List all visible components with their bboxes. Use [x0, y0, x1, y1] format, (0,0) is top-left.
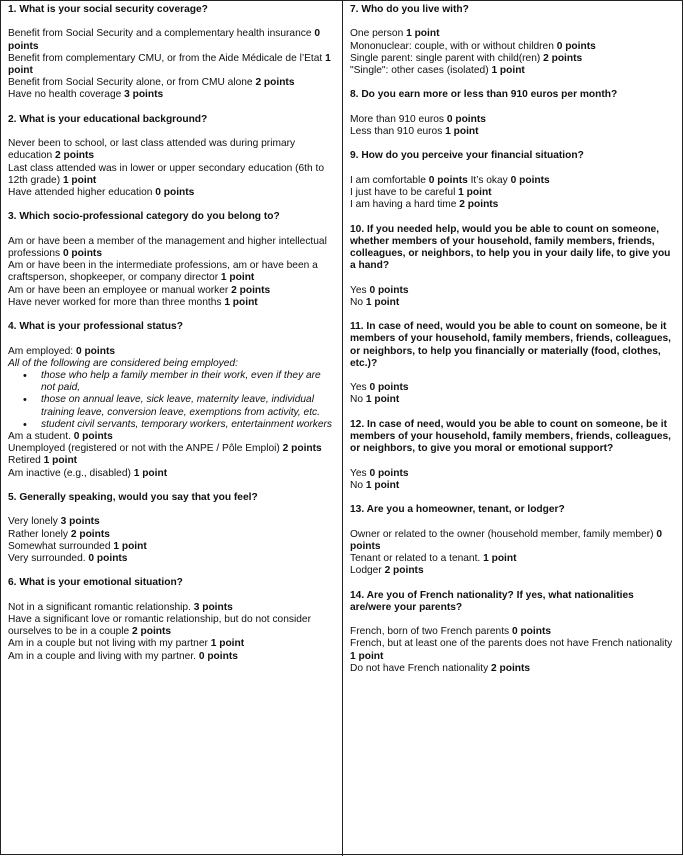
answer-option: No 1 point	[350, 296, 400, 308]
answer-option: Benefit from Social Security and a complementary health insurance 0 points	[8, 28, 321, 52]
points-value: 1 point	[365, 479, 400, 491]
answer-option: One person 1 point	[350, 28, 440, 40]
question-title: 12. In case of need, would you be able to count on someone, be it members of your household, family members, friends, colleagues, or neighbors, to give you moral or emotional support?	[350, 418, 671, 455]
column-divider	[342, 0, 343, 856]
points-value: 2 points	[132, 626, 172, 638]
points-value: 3 points	[60, 516, 100, 528]
question-title: 5. Generally speaking, would you say that you feel?	[8, 492, 258, 503]
answer-option: Very lonely 3 points	[8, 516, 100, 528]
points-value: 1 point	[365, 394, 400, 406]
question-11	[350, 321, 676, 406]
points-value: 0 points	[556, 40, 596, 52]
answer-option: French, born of two French parents 0 points	[350, 626, 552, 638]
points-value: 0 points	[8, 28, 321, 52]
answer-option: "Single": other cases (isolated) 1 point	[350, 65, 525, 76]
points-value: 0 points	[62, 247, 102, 259]
answer-option: I am comfortable 0 points It’s okay 0 points	[350, 174, 550, 186]
question-title: 11. In case of need, would you be able to count on someone, be it members of your household, family members, friends, colleagues, or neighbors, to help you financially or materially (food, clothes, etc.)?	[350, 321, 671, 369]
answer-option: French, but at least one of the parents does not have French nationality 1 point	[350, 638, 673, 662]
answer-option: Am a student. 0 points	[8, 431, 113, 442]
points-value: 0 points	[369, 382, 409, 394]
answer-option: Am in a couple but not living with my partner 1 point	[8, 638, 245, 650]
points-value: 0 points	[446, 113, 486, 125]
points-value: 3 points	[124, 89, 164, 101]
answer-option: Mononuclear: couple, with or without children 0 points	[350, 40, 596, 52]
points-value: 1 point	[491, 65, 525, 76]
answer-option: Am or have been in the intermediate professions, am or have been a craftsperson, shopkeeper, or company director 1 point	[8, 260, 318, 284]
answer-option: Unemployed (registered or not with the ANPE / Pôle Emploi) 2 points	[8, 443, 322, 455]
question-title: 3. Which socio-professional category do you belong to?	[8, 211, 280, 223]
answer-option: Very surrounded. 0 points	[8, 553, 128, 564]
points-value: 0 points	[510, 174, 550, 186]
question-13	[350, 504, 676, 577]
answer-option: Have no health coverage 3 points	[8, 89, 164, 101]
question-title: 6. What is your emotional situation?	[8, 577, 183, 589]
question-title: 14. Are you of French nationality? If yes, what nationalities are/were your parents?	[350, 589, 634, 613]
left-column	[8, 4, 336, 675]
points-value: 3 points	[193, 601, 233, 613]
answer-option: No 1 point	[350, 394, 400, 406]
question-title: 13. Are you a homeowner, tenant, or lodger?	[350, 504, 565, 516]
question-title: 4. What is your professional status?	[8, 321, 183, 333]
answer-option: Retired 1 point	[8, 455, 78, 467]
points-value: 2 points	[491, 662, 531, 674]
points-value: 2 points	[55, 150, 95, 162]
answer-option: Yes 0 points	[350, 467, 409, 479]
points-value: 1 point	[113, 540, 147, 552]
answer-option: I am having a hard time 2 points	[350, 199, 499, 211]
question-10	[350, 224, 676, 309]
answer-option: Yes 0 points	[350, 382, 409, 394]
answer-option: Not in a significant romantic relationship. 3 points	[8, 601, 233, 613]
question-2	[8, 114, 336, 199]
answer-option: Less than 910 euros 1 point	[350, 125, 479, 137]
answer-option: Tenant or related to a tenant. 1 point	[350, 552, 517, 564]
question-4	[8, 321, 336, 480]
question-1	[8, 4, 336, 102]
answer-option: Never been to school, or last class attended was during primary education 2 points	[8, 138, 296, 162]
points-value: 1 point	[365, 296, 400, 308]
points-value: 1 point	[133, 467, 168, 479]
answer-option: Have never worked for more than three months 1 point	[8, 296, 258, 308]
points-value: 2 points	[384, 565, 424, 577]
points-value: 1 point	[220, 272, 255, 284]
answer-option: More than 910 euros 0 points	[350, 113, 486, 125]
answer-option: Owner or related to the owner (household member, family member) 0 points	[350, 528, 662, 552]
answer-option: Have a significant love or romantic relationship, but do not consider ourselves to be in a couple 2 points	[8, 613, 311, 638]
list-item: • student civil servants, temporary workers, entertainment workers	[41, 419, 336, 431]
right-column	[350, 4, 676, 687]
list-item: • those on annual leave, sick leave, maternity leave, individual training leave, conversion leave, exemptions from activity, etc.	[41, 394, 336, 418]
list-item: • those who help a family member in their work, even if they are not paid,	[41, 370, 336, 394]
points-value: 1 point	[224, 296, 258, 308]
points-value: 1 point	[43, 455, 78, 467]
points-value: 1 point	[483, 552, 517, 564]
points-value: 1 point	[8, 52, 331, 76]
answer-option: Have attended higher education 0 points	[8, 187, 195, 198]
answer-option: Last class attended was in lower or upper secondary education (6th to 12th grade) 1 point	[8, 162, 324, 186]
question-7	[350, 4, 676, 77]
question-title: 9. How do you perceive your financial situation?	[350, 150, 584, 162]
answer-option: Am inactive (e.g., disabled) 1 point	[8, 467, 168, 479]
points-value: 2 points	[543, 52, 583, 64]
points-value: 0 points	[428, 174, 468, 186]
points-value: 1 point	[458, 186, 492, 198]
question-8	[350, 89, 676, 138]
answer-option: Do not have French nationality 2 points	[350, 662, 531, 674]
answer-option: Am in a couple and living with my partner. 0 points	[8, 650, 238, 662]
question-title: 2. What is your educational background?	[8, 113, 208, 125]
answer-option: Am or have been an employee or manual worker 2 points	[8, 284, 271, 296]
points-value: 1 point	[62, 174, 97, 186]
points-value: 2 points	[282, 443, 322, 455]
answer-option: Lodger 2 points	[350, 565, 424, 577]
question-6	[8, 577, 336, 662]
question-title: 1. What is your social security coverage?	[8, 4, 208, 15]
points-value: 1 point	[210, 638, 245, 650]
points-value: 0 points	[511, 626, 552, 638]
question-5	[8, 492, 336, 565]
points-value: 0 points	[198, 650, 238, 662]
question-12	[350, 419, 676, 492]
points-value: 0 points	[369, 284, 409, 296]
points-value: 0 points	[369, 467, 409, 479]
answer-option: No 1 point	[350, 479, 400, 491]
points-value: 0 points	[350, 528, 662, 552]
employment-criteria-list	[8, 370, 336, 431]
question-title: 8. Do you earn more or less than 910 euros per month?	[350, 89, 618, 101]
points-value: 0 points	[73, 431, 113, 442]
answer-option: Am or have been a member of the management and higher intellectual professions 0 points	[8, 235, 327, 259]
answer-option: Rather lonely 2 points	[8, 528, 110, 540]
answer-option: I just have to be careful 1 point	[350, 186, 492, 198]
question-9	[350, 150, 676, 211]
points-value: 0 points	[88, 553, 128, 564]
points-value: 2 points	[459, 199, 499, 211]
points-value: 0 points	[75, 345, 116, 357]
answer-option: Benefit from Social Security alone, or from CMU alone 2 points	[8, 77, 295, 89]
answer-option: Single parent: single parent with child(ren) 2 points	[350, 52, 583, 64]
answer-option: Benefit from complementary CMU, or from the Aide Médicale de l’Etat 1 point	[8, 52, 331, 76]
answer-option: Am employed: 0 points	[8, 345, 116, 357]
points-value: 1 point	[445, 125, 479, 137]
points-value: 2 points	[70, 528, 110, 540]
answer-option: Yes 0 points	[350, 284, 409, 296]
question-title: 7. Who do you live with?	[350, 4, 469, 15]
question-title: 10. If you needed help, would you be able to count on someone, whether members of your household, family members, friends, colleagues, or neighbors, to help you in your daily life, to give you a hand?	[350, 223, 671, 272]
answer-option: Somewhat surrounded 1 point	[8, 540, 147, 552]
points-value: 2 points	[255, 77, 295, 89]
points-value: 2 points	[231, 284, 271, 296]
points-value: 1 point	[350, 650, 384, 662]
points-value: 1 point	[406, 28, 440, 40]
points-value: 0 points	[155, 187, 195, 198]
question-14	[350, 590, 676, 675]
employment-note: All of the following are considered being employed:	[8, 357, 238, 369]
question-3	[8, 211, 336, 309]
